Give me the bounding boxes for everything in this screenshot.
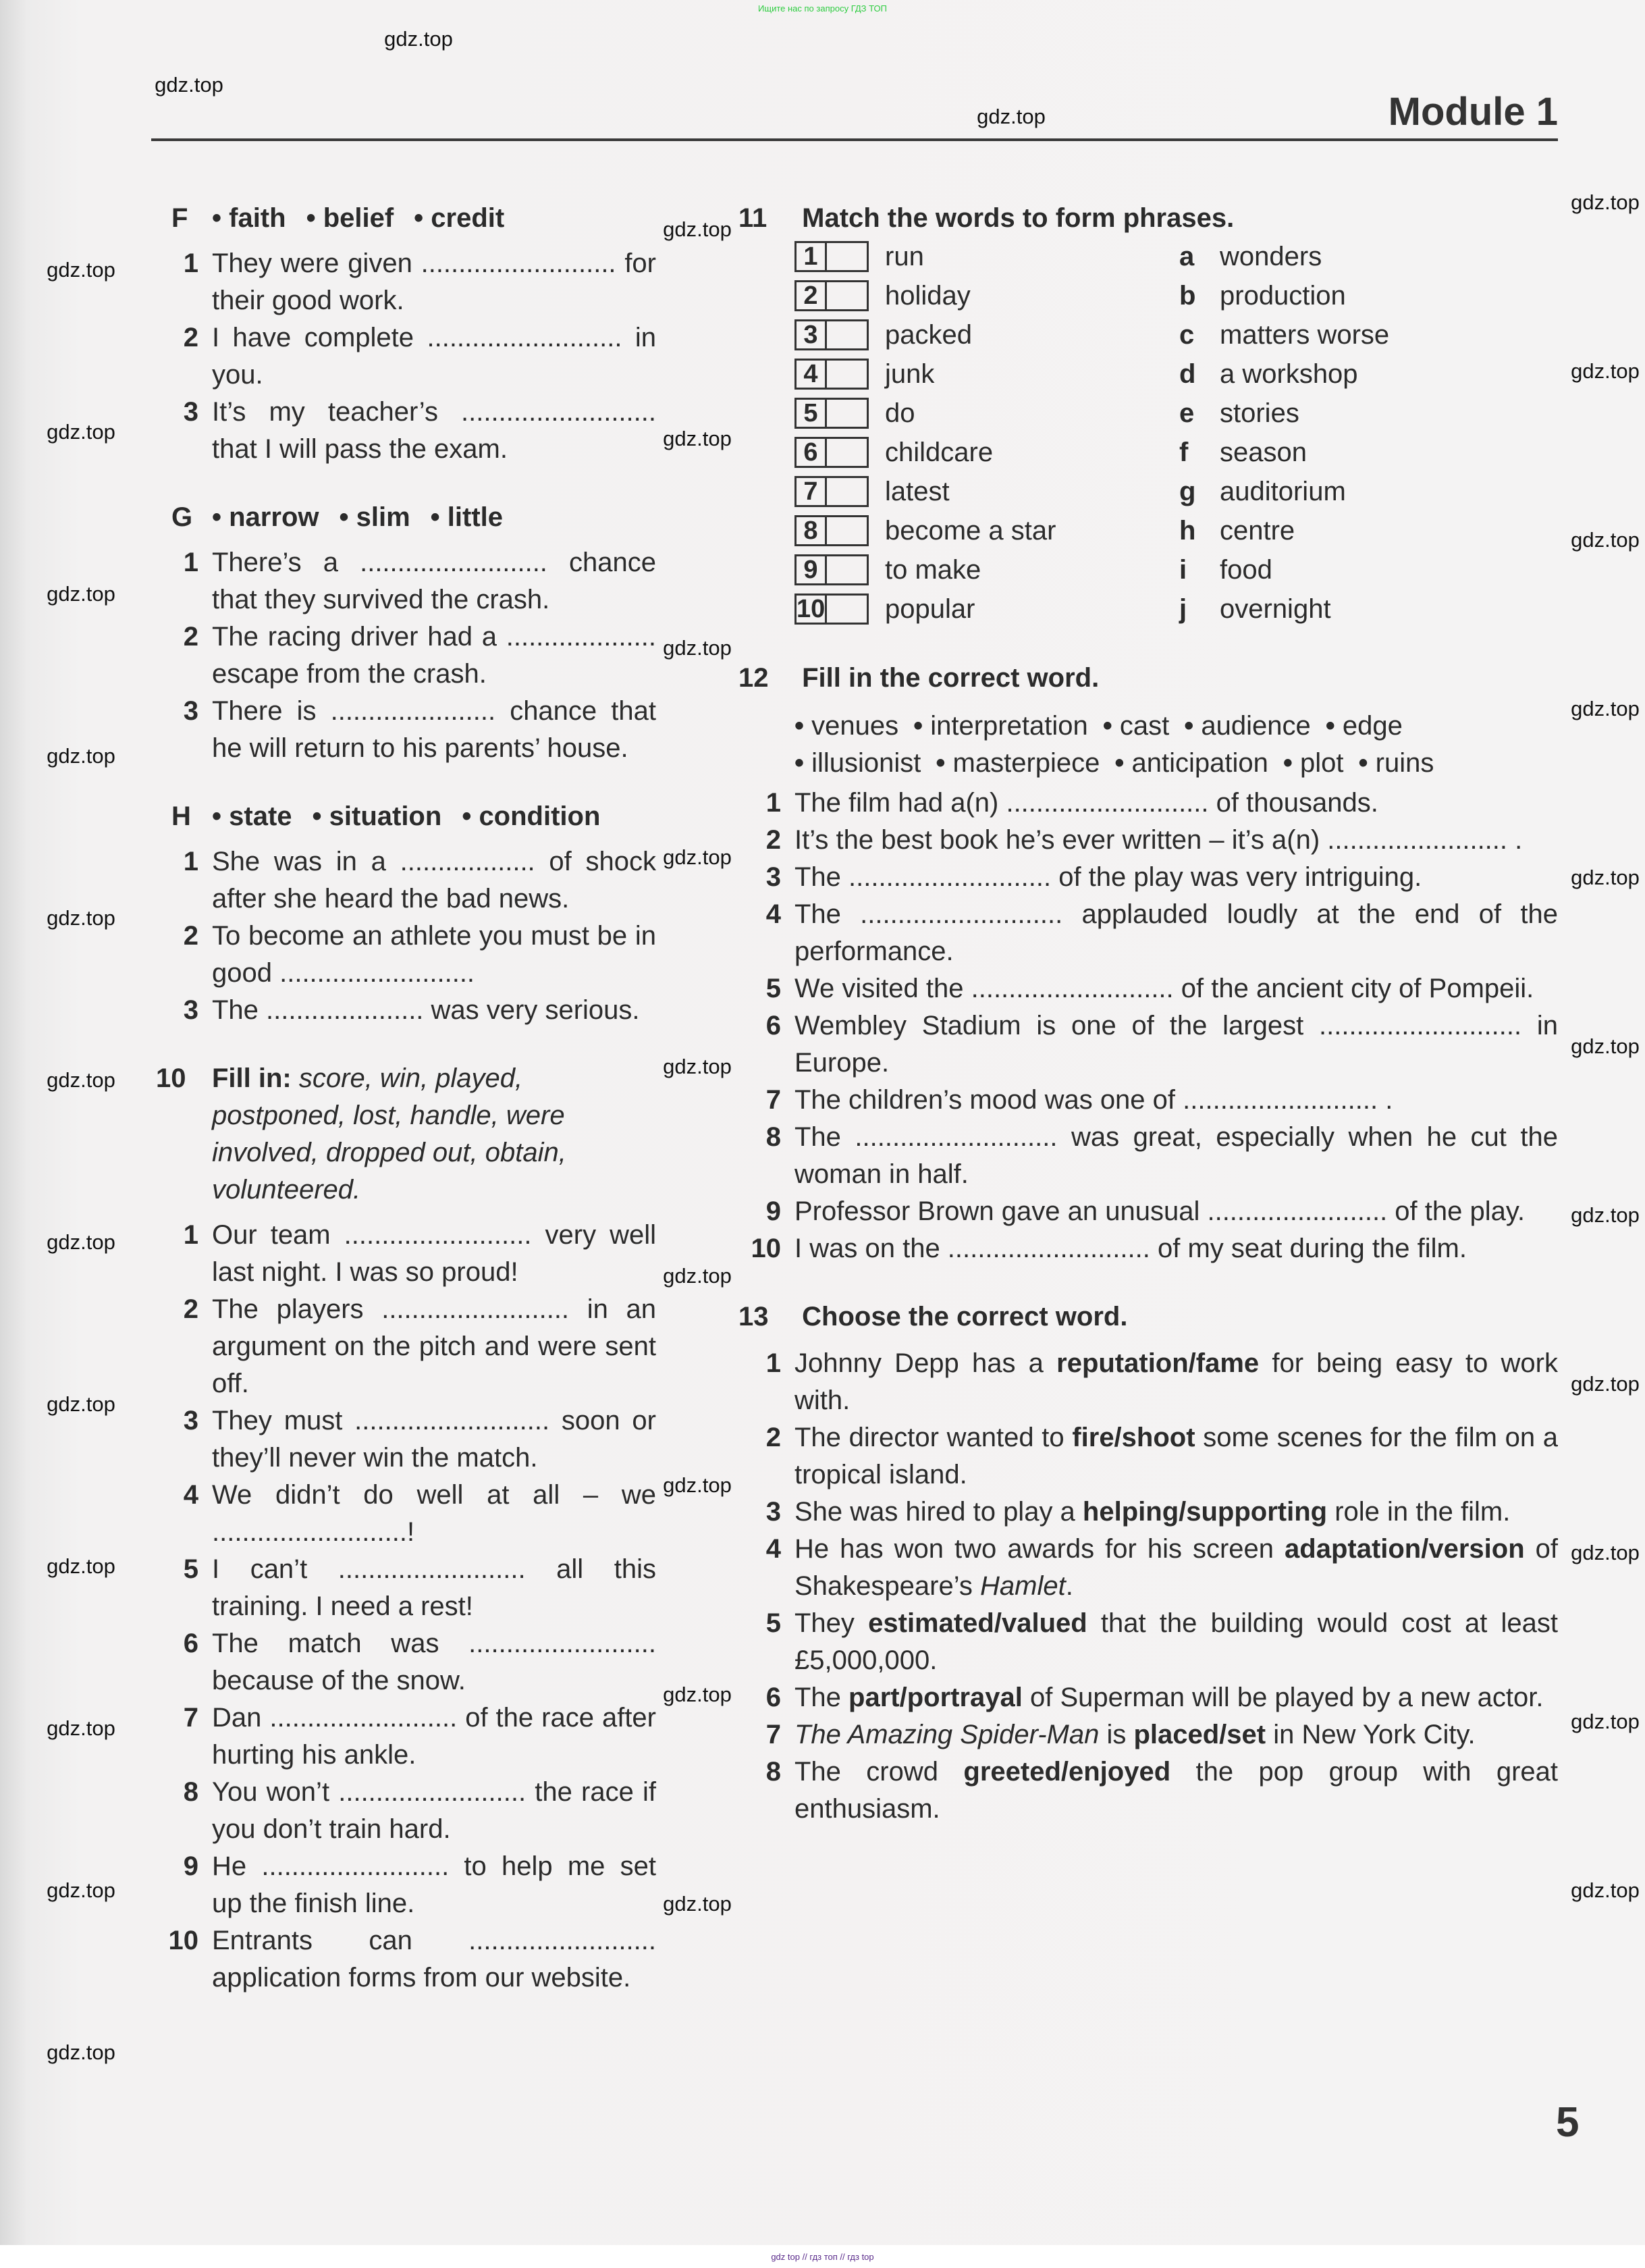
answer-box[interactable] xyxy=(827,241,869,272)
word-option: • masterpiece xyxy=(936,745,1100,782)
match-row xyxy=(794,589,1558,629)
text-segment: Johnny Depp has a xyxy=(794,1348,1057,1378)
watermark: gdz.top xyxy=(1571,1372,1640,1396)
number-box: 5 xyxy=(794,398,827,429)
item-number: 4 xyxy=(765,899,781,929)
watermark: gdz.top xyxy=(663,1892,732,1916)
right-letter: g xyxy=(1179,476,1196,506)
watermark: gdz.top xyxy=(663,427,732,450)
watermark: gdz.top xyxy=(1571,1541,1640,1564)
exercise-item xyxy=(738,1605,1558,1679)
item-text: The film had a(n) ........................... of thousands. xyxy=(794,788,1378,818)
page-number: 5 xyxy=(1556,2099,1580,2146)
watermark: gdz.top xyxy=(47,1392,115,1416)
text-segment: the pop group with great enthusiasm. xyxy=(794,1757,1558,1824)
left-phrase: junk xyxy=(885,359,935,389)
text-segment: . xyxy=(1065,1571,1073,1601)
exercise-item xyxy=(156,544,656,618)
exercise-item xyxy=(738,1531,1558,1605)
word-option: • narrow xyxy=(212,502,319,532)
exercise-item xyxy=(156,1848,656,1922)
item-number: 1 xyxy=(183,548,198,577)
left-column xyxy=(156,200,656,2028)
section-letter: H xyxy=(171,801,191,831)
item-number: 2 xyxy=(765,1423,781,1452)
left-phrase: latest xyxy=(885,476,950,506)
exercise-item xyxy=(738,1119,1558,1193)
watermark: gdz.top xyxy=(47,906,115,930)
item-text: They were given .......................... for their good work. xyxy=(212,248,656,315)
item-number: 4 xyxy=(183,1480,198,1510)
match-row xyxy=(794,315,1558,354)
item-text: Entrants can ......................... application forms from our website. xyxy=(212,1926,656,1993)
word-option: • state xyxy=(212,801,292,831)
item-number: 2 xyxy=(183,323,198,352)
item-text: To become an athlete you must be in good .......................... xyxy=(212,921,656,988)
section-heading xyxy=(156,499,656,536)
text-segment: The director wanted to xyxy=(794,1423,1073,1452)
left-phrase: popular xyxy=(885,594,975,624)
text-segment: of Superman will be played by a new actor. xyxy=(1022,1683,1544,1712)
item-number: 6 xyxy=(183,1629,198,1658)
exercise-item xyxy=(156,992,656,1029)
exercise-item xyxy=(738,1679,1558,1716)
section-f xyxy=(156,200,656,468)
top-banner: Ищите нас по запросу ГДЗ ТОП xyxy=(758,3,887,14)
exercise-item xyxy=(738,1419,1558,1494)
watermark: gdz.top xyxy=(1571,1203,1640,1227)
section-letter: F xyxy=(171,203,188,233)
exercise-item xyxy=(156,1699,656,1774)
exercise-title: Choose the correct word. xyxy=(802,1302,1128,1331)
left-phrase: childcare xyxy=(885,437,994,467)
item-text xyxy=(794,1531,1558,1605)
match-row xyxy=(794,276,1558,315)
item-number: 1 xyxy=(183,847,198,876)
match-row xyxy=(794,394,1558,433)
item-text: The ..................... was very serious. xyxy=(212,995,640,1025)
item-text: There is ...................... chance that he will return to his parents’ house. xyxy=(212,696,656,763)
exercise-12 xyxy=(738,660,1558,1267)
exercise-item xyxy=(738,1753,1558,1828)
answer-choice: placed/set xyxy=(1133,1720,1266,1749)
number-box: 9 xyxy=(794,554,827,585)
section-items xyxy=(156,843,656,1029)
item-text xyxy=(794,1753,1558,1828)
item-text: It’s the best book he’s ever written – it’s a(n) ........................ . xyxy=(794,825,1523,855)
answer-box[interactable] xyxy=(827,319,869,350)
item-number: 5 xyxy=(765,1608,781,1638)
item-text: There’s a ......................... chance that they survived the crash. xyxy=(212,548,656,614)
item-text: The match was ......................... because of the snow. xyxy=(212,1629,656,1695)
left-phrase: become a star xyxy=(885,515,1056,546)
exercise-item xyxy=(738,1007,1558,1082)
item-text: I was on the ........................... of my seat during the film. xyxy=(794,1234,1467,1263)
watermark: gdz.top xyxy=(1571,1034,1640,1058)
number-box: 7 xyxy=(794,476,827,507)
item-text: The racing driver had a .................... escape from the crash. xyxy=(212,622,656,689)
item-number: 3 xyxy=(183,696,198,726)
exercise-item xyxy=(156,843,656,918)
right-letter: h xyxy=(1179,515,1196,546)
watermark: gdz.top xyxy=(663,845,732,869)
item-number: 3 xyxy=(183,397,198,427)
item-text: Wembley Stadium is one of the largest ........................... in Europe. xyxy=(794,1011,1558,1078)
exercise-10-instruction xyxy=(156,1060,656,1209)
item-number: 3 xyxy=(765,862,781,892)
word-option: • belief xyxy=(306,203,394,233)
watermark: gdz.top xyxy=(155,73,223,97)
answer-box[interactable] xyxy=(827,437,869,468)
right-phrase: centre xyxy=(1220,515,1295,546)
exercise-10-items xyxy=(156,1217,656,1997)
number-box: 3 xyxy=(794,319,827,350)
item-text: The ........................... was great, especially when he cut the woman in half. xyxy=(794,1122,1558,1189)
word-option: • condition xyxy=(462,801,600,831)
exercise-number: 10 xyxy=(156,1063,186,1093)
watermark: gdz.top xyxy=(47,1554,115,1578)
item-number: 7 xyxy=(183,1703,198,1733)
text-segment: He has won two awards for his screen xyxy=(794,1534,1285,1564)
watermark: gdz.top xyxy=(47,1716,115,1740)
right-letter: a xyxy=(1179,241,1195,271)
right-letter: f xyxy=(1179,437,1189,467)
exercise-item xyxy=(738,785,1558,822)
word-option: • anticipation xyxy=(1114,745,1268,782)
item-number: 2 xyxy=(765,825,781,855)
word-option: • venues xyxy=(794,708,898,745)
item-number: 3 xyxy=(183,1406,198,1435)
exercise-11-title xyxy=(738,200,1558,237)
word-option: • credit xyxy=(414,203,504,233)
word-option: • plot xyxy=(1283,745,1344,782)
section-g xyxy=(156,499,656,767)
watermark: gdz.top xyxy=(47,1878,115,1902)
word-bank: score, win, played, postponed, lost, handle, were involved, dropped out, obtain, volunteered. xyxy=(212,1063,566,1205)
word-option: • slim xyxy=(339,502,410,532)
watermark: gdz.top xyxy=(663,1264,732,1288)
item-number: 2 xyxy=(183,1294,198,1324)
answer-box[interactable] xyxy=(827,515,869,546)
exercise-13-title xyxy=(738,1298,1558,1336)
item-number: 1 xyxy=(765,788,781,818)
answer-choice: adaptation/version xyxy=(1285,1534,1525,1564)
item-number: 7 xyxy=(765,1085,781,1115)
watermark: gdz.top xyxy=(663,1683,732,1706)
item-text: We didn’t do well at all – we ..........................! xyxy=(212,1480,656,1547)
right-phrase: wonders xyxy=(1220,241,1322,271)
header-rule xyxy=(151,138,1558,141)
watermark: gdz.top xyxy=(977,105,1046,128)
word-option: • audience xyxy=(1184,708,1311,745)
watermark: gdz.top xyxy=(47,582,115,606)
section-heading xyxy=(156,798,656,835)
exercise-13 xyxy=(738,1298,1558,1828)
exercise-item xyxy=(738,970,1558,1007)
watermark: gdz.top xyxy=(1571,697,1640,720)
item-text: It’s my teacher’s .......................... that I will pass the exam. xyxy=(212,397,656,464)
item-text xyxy=(794,1419,1558,1494)
item-text: The players ......................... in an argument on the pitch and were sent off. xyxy=(212,1294,656,1398)
right-phrase: food xyxy=(1220,554,1272,585)
item-number: 1 xyxy=(183,248,198,278)
item-text: I have complete .......................... in you. xyxy=(212,323,656,390)
right-letter: j xyxy=(1179,594,1187,624)
exercise-item xyxy=(738,1716,1558,1753)
item-text xyxy=(794,1716,1558,1753)
item-number: 7 xyxy=(765,1720,781,1749)
watermark: gdz.top xyxy=(663,1055,732,1078)
item-text: Professor Brown gave an unusual ........................ of the play. xyxy=(794,1196,1526,1226)
section-items xyxy=(156,544,656,767)
item-text xyxy=(794,1679,1558,1716)
answer-box[interactable] xyxy=(827,476,869,507)
item-text: We visited the ........................... of the ancient city of Pompeii. xyxy=(794,974,1534,1003)
exercise-item xyxy=(738,1494,1558,1531)
exercise-title: Fill in the correct word. xyxy=(802,663,1100,693)
right-phrase: a workshop xyxy=(1220,359,1358,389)
right-letter: e xyxy=(1179,398,1195,428)
text-segment: She was hired to play a xyxy=(794,1497,1083,1527)
item-text: I can’t ......................... all this training. I need a rest! xyxy=(212,1554,656,1621)
item-number: 8 xyxy=(765,1122,781,1152)
right-phrase: production xyxy=(1220,280,1346,311)
left-phrase: run xyxy=(885,241,924,271)
watermark: gdz.top xyxy=(663,217,732,241)
item-number: 2 xyxy=(183,622,198,652)
watermark: gdz.top xyxy=(1571,1710,1640,1733)
exercise-item xyxy=(738,896,1558,970)
number-box: 6 xyxy=(794,437,827,468)
watermark: gdz.top xyxy=(47,1230,115,1254)
item-text xyxy=(794,1605,1558,1679)
right-phrase: matters worse xyxy=(1220,319,1390,350)
exercise-item xyxy=(156,1291,656,1402)
item-number: 8 xyxy=(183,1777,198,1807)
right-phrase: season xyxy=(1220,437,1307,467)
word-option: • interpretation xyxy=(913,708,1088,745)
watermark: gdz.top xyxy=(47,744,115,768)
text-segment: for being easy to work with. xyxy=(794,1348,1558,1415)
answer-choice: reputation/fame xyxy=(1056,1348,1260,1378)
section-items xyxy=(156,245,656,468)
item-text: The ........................... applauded loudly at the end of the performance. xyxy=(794,899,1558,966)
item-text: The ........................... of the play was very intriguing. xyxy=(794,862,1422,892)
section-letter: G xyxy=(171,502,193,532)
watermark: gdz.top xyxy=(663,636,732,660)
item-number: 10 xyxy=(751,1234,781,1263)
right-column xyxy=(738,200,1558,1859)
exercise-item xyxy=(156,918,656,992)
exercise-item xyxy=(738,859,1558,896)
word-option: • situation xyxy=(313,801,442,831)
watermark: gdz.top xyxy=(1571,866,1640,889)
answer-box[interactable] xyxy=(827,280,869,311)
text-segment: role in the film. xyxy=(1327,1497,1511,1527)
right-phrase: overnight xyxy=(1220,594,1331,624)
exercise-item xyxy=(156,1477,656,1551)
number-box: 4 xyxy=(794,359,827,390)
word-bank-row-2 xyxy=(738,745,1558,782)
item-number: 6 xyxy=(765,1683,781,1712)
exercise-number: 11 xyxy=(738,203,767,233)
exercise-item xyxy=(738,822,1558,859)
text-segment: The crowd xyxy=(794,1757,964,1787)
left-phrase: packed xyxy=(885,319,972,350)
answer-choice: fire/shoot xyxy=(1072,1423,1195,1452)
number-box: 1 xyxy=(794,241,827,272)
match-row xyxy=(794,511,1558,550)
italic-title: Hamlet xyxy=(980,1571,1066,1601)
item-number: 2 xyxy=(183,921,198,951)
watermark: gdz.top xyxy=(47,2040,115,2064)
item-number: 5 xyxy=(183,1554,198,1584)
left-phrase: to make xyxy=(885,554,981,585)
item-number: 8 xyxy=(765,1757,781,1787)
exercise-item xyxy=(156,1402,656,1477)
item-text: She was in a .................. of shock after she heard the bad news. xyxy=(212,847,656,914)
exercise-item xyxy=(156,245,656,319)
word-option: • little xyxy=(431,502,503,532)
right-letter: i xyxy=(1179,554,1187,585)
item-number: 6 xyxy=(765,1011,781,1040)
number-box: 8 xyxy=(794,515,827,546)
item-number: 5 xyxy=(765,974,781,1003)
right-letter: d xyxy=(1179,359,1196,389)
exercise-10 xyxy=(156,1060,656,1997)
watermark: gdz.top xyxy=(384,27,453,51)
text-segment: The xyxy=(794,1683,849,1712)
item-text xyxy=(794,1494,1558,1531)
bottom-banner: gdz top // гдз топ // гдз top xyxy=(771,2252,874,2262)
answer-choice: helping/supporting xyxy=(1082,1497,1328,1527)
exercise-item xyxy=(156,618,656,693)
match-row xyxy=(794,433,1558,472)
item-text: They must .......................... soon or they’ll never win the match. xyxy=(212,1406,656,1473)
item-number: 1 xyxy=(765,1348,781,1378)
exercise-item xyxy=(156,693,656,767)
watermark: gdz.top xyxy=(1571,1878,1640,1902)
text-segment: is xyxy=(1099,1720,1134,1749)
word-option: • faith xyxy=(212,203,286,233)
module-title: Module 1 xyxy=(1388,90,1558,134)
match-row xyxy=(794,472,1558,511)
word-option: • cast xyxy=(1103,708,1169,745)
word-option: • illusionist xyxy=(794,745,921,782)
right-letter: c xyxy=(1179,319,1195,350)
instruction-label: Fill in: xyxy=(212,1063,292,1093)
item-text: You won’t ......................... the race if you don’t train hard. xyxy=(212,1777,656,1844)
watermark: gdz.top xyxy=(1571,528,1640,552)
number-box: 2 xyxy=(794,280,827,311)
watermark: gdz.top xyxy=(47,258,115,282)
exercise-number: 13 xyxy=(738,1302,769,1331)
italic-title: The Amazing Spider-Man xyxy=(794,1720,1100,1749)
item-number: 4 xyxy=(765,1534,781,1564)
watermark: gdz.top xyxy=(47,1068,115,1092)
exercise-12-title xyxy=(738,660,1558,697)
exercise-item xyxy=(156,1217,656,1291)
exercise-item xyxy=(156,1922,656,1997)
match-row xyxy=(794,237,1558,276)
text-segment: of Shakespeare’s xyxy=(794,1534,1558,1601)
match-row xyxy=(794,354,1558,394)
item-number: 1 xyxy=(183,1220,198,1250)
word-option: • ruins xyxy=(1359,745,1434,782)
item-text: Dan ......................... of the race after hurting his ankle. xyxy=(212,1703,656,1770)
exercise-item xyxy=(738,1345,1558,1419)
section-heading xyxy=(156,200,656,237)
item-number: 3 xyxy=(183,995,198,1025)
exercise-title: Match the words to form phrases. xyxy=(802,203,1235,233)
watermark: gdz.top xyxy=(663,1473,732,1497)
item-text: The children’s mood was one of .......................... . xyxy=(794,1085,1393,1115)
exercise-item xyxy=(156,1625,656,1699)
item-number: 3 xyxy=(765,1497,781,1527)
answer-box[interactable] xyxy=(827,398,869,429)
match-table xyxy=(738,237,1558,629)
exercise-item xyxy=(738,1193,1558,1230)
word-option: • edge xyxy=(1326,708,1403,745)
watermark: gdz.top xyxy=(1571,359,1640,383)
answer-box[interactable] xyxy=(827,554,869,585)
answer-choice: greeted/enjoyed xyxy=(963,1757,1171,1787)
exercise-number: 12 xyxy=(738,663,769,693)
answer-box[interactable] xyxy=(827,359,869,390)
exercise-item xyxy=(156,1551,656,1625)
text-segment: They xyxy=(794,1608,869,1638)
text-segment: in New York City. xyxy=(1266,1720,1476,1749)
exercise-item xyxy=(156,319,656,394)
watermark: gdz.top xyxy=(1571,190,1640,214)
answer-box[interactable] xyxy=(827,594,869,625)
text-segment: some scenes for the film on a tropical island. xyxy=(794,1423,1558,1489)
right-letter: b xyxy=(1179,280,1196,311)
item-number: 10 xyxy=(168,1926,198,1955)
exercise-item xyxy=(738,1082,1558,1119)
left-phrase: do xyxy=(885,398,915,428)
word-bank-row-1 xyxy=(738,708,1558,745)
item-text: Our team ......................... very well last night. I was so proud! xyxy=(212,1220,656,1287)
number-box: 10 xyxy=(794,594,827,625)
exercise-12-items xyxy=(738,785,1558,1267)
right-phrase: auditorium xyxy=(1220,476,1346,506)
answer-choice: estimated/valued xyxy=(868,1608,1087,1638)
exercise-item xyxy=(156,394,656,468)
exercise-item xyxy=(738,1230,1558,1267)
match-row xyxy=(794,550,1558,589)
text-segment: that the building would cost at least £5,000,000. xyxy=(794,1608,1558,1675)
item-text xyxy=(794,1345,1558,1419)
answer-choice: part/portrayal xyxy=(848,1683,1023,1712)
section-h xyxy=(156,798,656,1029)
exercise-13-items xyxy=(738,1345,1558,1828)
exercise-11 xyxy=(738,200,1558,629)
item-number: 9 xyxy=(765,1196,781,1226)
exercise-item xyxy=(156,1774,656,1848)
left-phrase: holiday xyxy=(885,280,971,311)
item-number: 9 xyxy=(183,1851,198,1881)
right-phrase: stories xyxy=(1220,398,1299,428)
item-text: He ......................... to help me set up the finish line. xyxy=(212,1851,656,1918)
watermark: gdz.top xyxy=(47,420,115,444)
